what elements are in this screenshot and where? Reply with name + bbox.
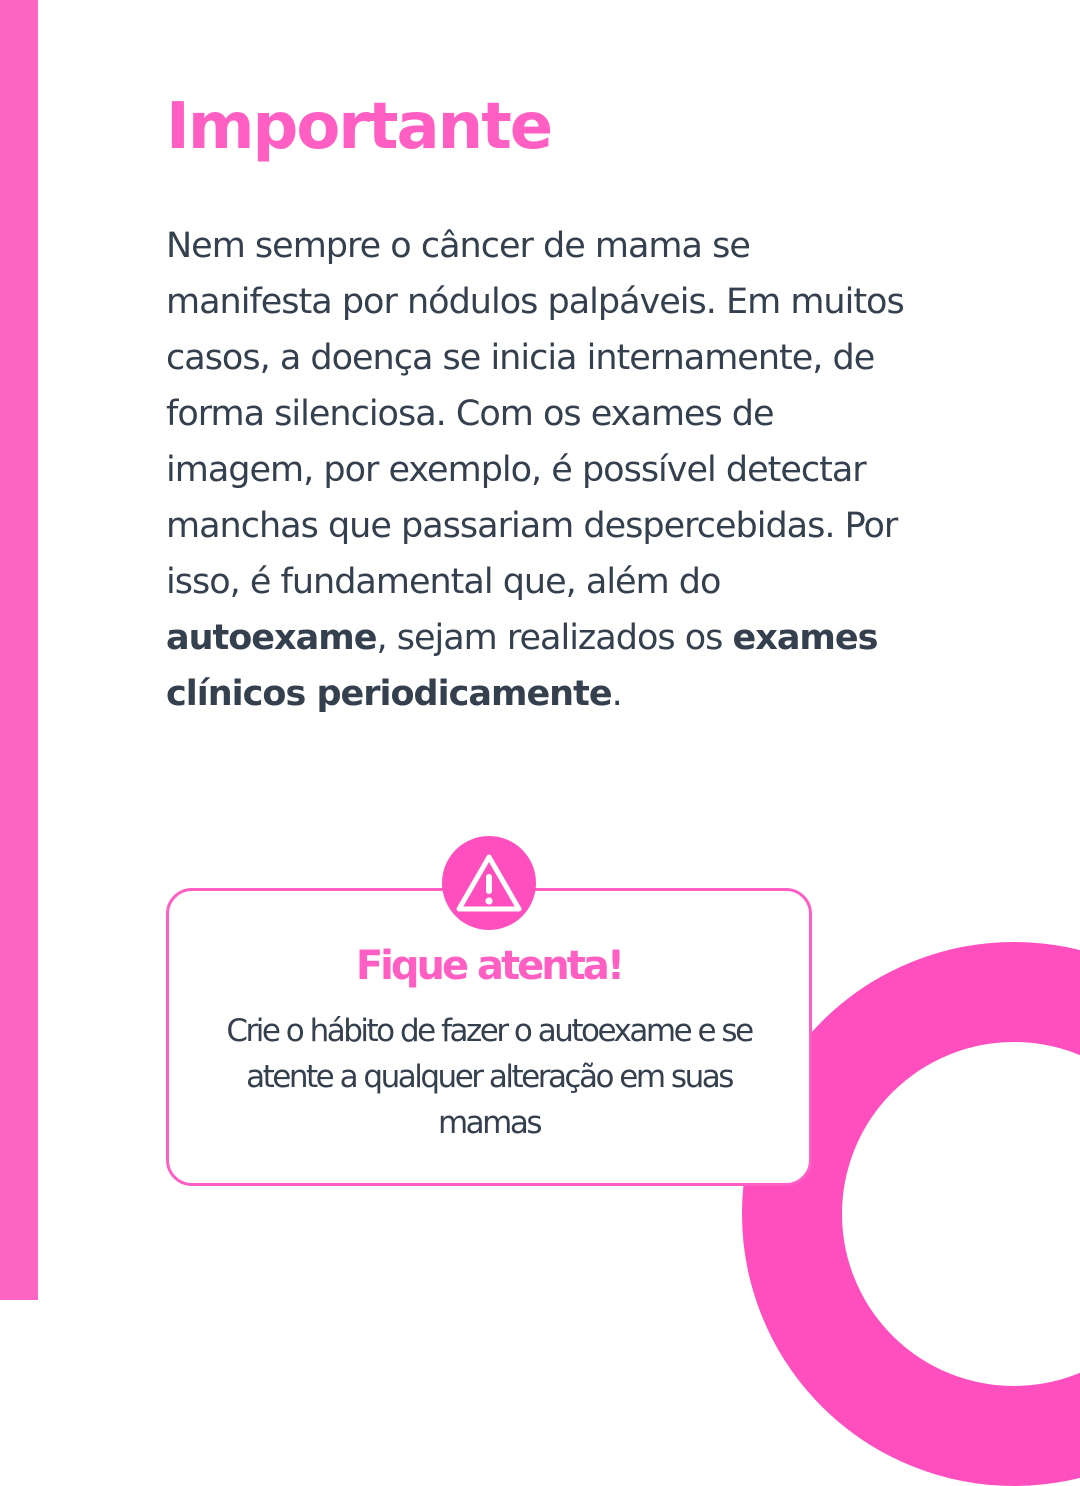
warning-triangle-icon [442,836,536,930]
alert-title: Fique atenta! [355,943,623,989]
body-text-part-1: Nem sempre o câncer de mama se manifesta por nódulos palpáveis. Em muitos casos, a doença se inicia internamente, de forma silenciosa. Com os exames de imagem, por exemplo, é possível detectar manchas que passariam despercebidas. Por isso, é fundamental que, além do [166,226,904,602]
left-accent-bar [0,0,38,1300]
body-text-part-3: . [611,674,622,714]
body-text-part-2: , sejam realizados os [376,618,733,658]
body-paragraph [166,218,906,722]
body-bold-exames: exames clínicos periodicamente [166,618,878,714]
alert-text: Crie o hábito de fazer o autoexame e se atente a qualquer alteração em suas mamas [226,1013,752,1141]
page-title: Importante [166,90,552,164]
body-bold-autoexame: autoexame [166,618,377,658]
